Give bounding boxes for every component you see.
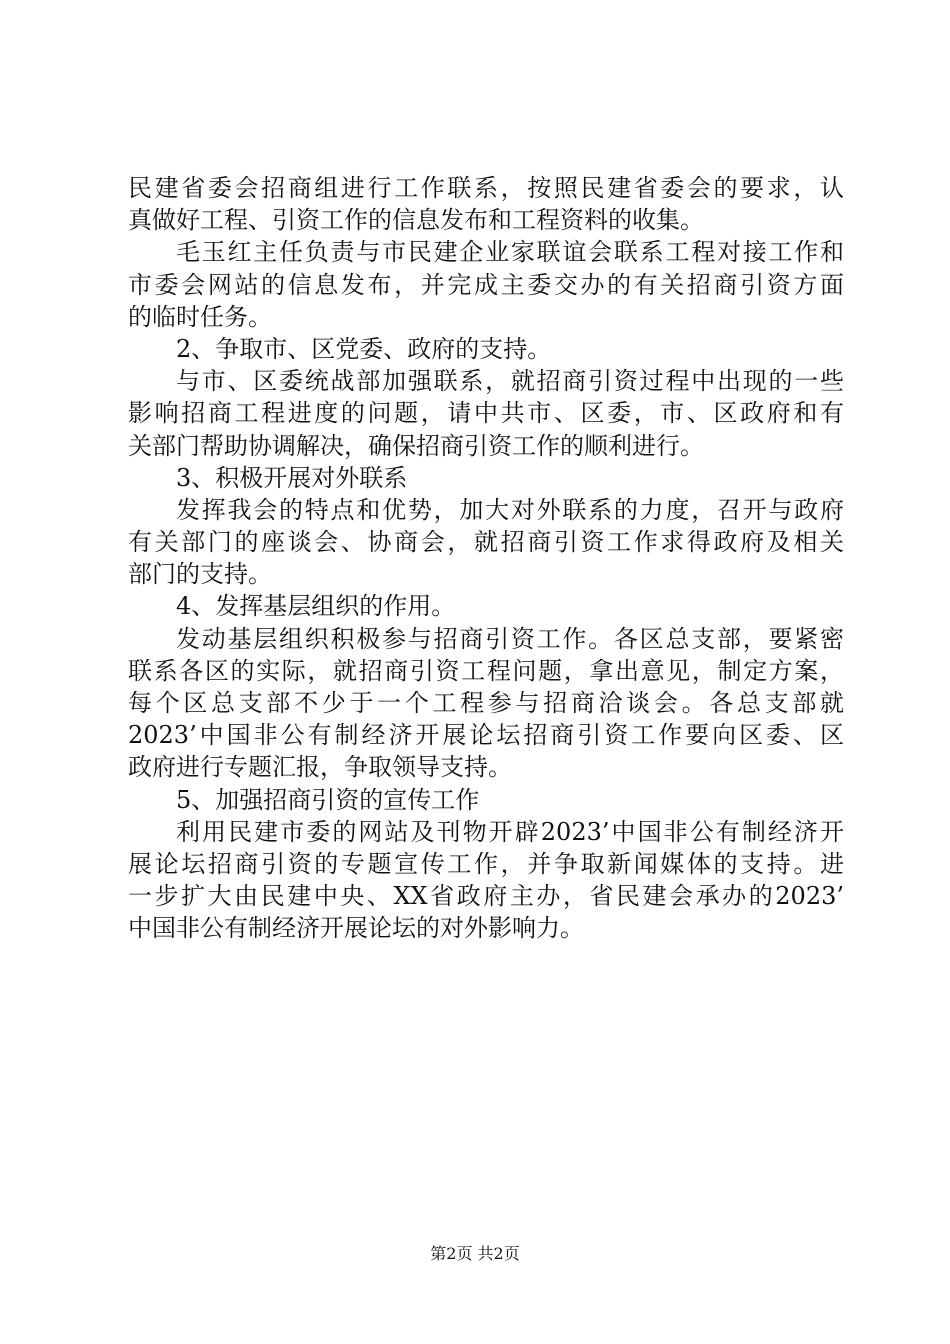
paragraph-line: 与市、区委统战部加强联系，就招商引资过程中出现的一些 (176, 367, 844, 396)
paragraph-line: 发动基层组织积极参与招商引资工作。各区总支部，要紧密 (176, 624, 844, 653)
paragraph-line: 联系各区的实际，就招商引资工程问题，拿出意见，制定方案， (128, 656, 844, 685)
paragraph-line: 中国非公有制经济开展论坛的对外影响力。 (128, 914, 584, 943)
section-heading: 2、争取市、区党委、政府的支持。 (176, 334, 552, 363)
paragraph-line: 发挥我会的特点和优势，加大对外联系的力度，召开与政府 (176, 495, 844, 524)
paragraph-line: 影响招商工程进度的问题，请中共市、区委，市、区政府和有 (128, 399, 844, 428)
paragraph-line: 政府进行专题汇报，争取领导支持。 (128, 753, 512, 782)
paragraph-line: 关部门帮助协调解决，确保招商引资工作的顺利进行。 (128, 431, 704, 460)
paragraph-line: 部门的支持。 (128, 560, 272, 589)
paragraph-line: 的临时任务。 (128, 302, 272, 331)
document-body (128, 172, 844, 945)
paragraph-line: 有关部门的座谈会、协商会，就招商引资工作求得政府及相关 (128, 528, 844, 557)
section-heading: 4、发挥基层组织的作用。 (176, 592, 456, 621)
section-heading: 3、积极开展对外联系 (176, 463, 408, 492)
paragraph-line: 展论坛招商引资的专题宣传工作，并争取新闻媒体的支持。进 (128, 849, 844, 878)
paragraph-line: 每个区总支部不少于一个工程参与招商洽谈会。各总支部就 (128, 689, 844, 717)
section-heading: 5、加强招商引资的宣传工作 (176, 785, 480, 814)
paragraph-line: 毛玉红主任负责与市民建企业家联谊会联系工程对接工作和 (176, 238, 844, 267)
paragraph-line: 利用民建市委的网站及刊物开辟2023’中国非公有制经济开 (176, 817, 844, 846)
page-number-footer: 第2页 共2页 (430, 1244, 520, 1263)
paragraph-line: 2023’中国非公有制经济开展论坛招商引资工作要向区委、区 (128, 721, 844, 750)
paragraph-line: 民建省委会招商组进行工作联系，按照民建省委会的要求，认 (128, 174, 844, 202)
paragraph-line: 市委会网站的信息发布，并完成主委交办的有关招商引资方面 (128, 270, 844, 299)
paragraph-line: 一步扩大由民建中央、XX省政府主办，省民建会承办的2023’ (128, 882, 844, 911)
paragraph-line: 真做好工程、引资工作的信息发布和工程资料的收集。 (128, 206, 704, 235)
